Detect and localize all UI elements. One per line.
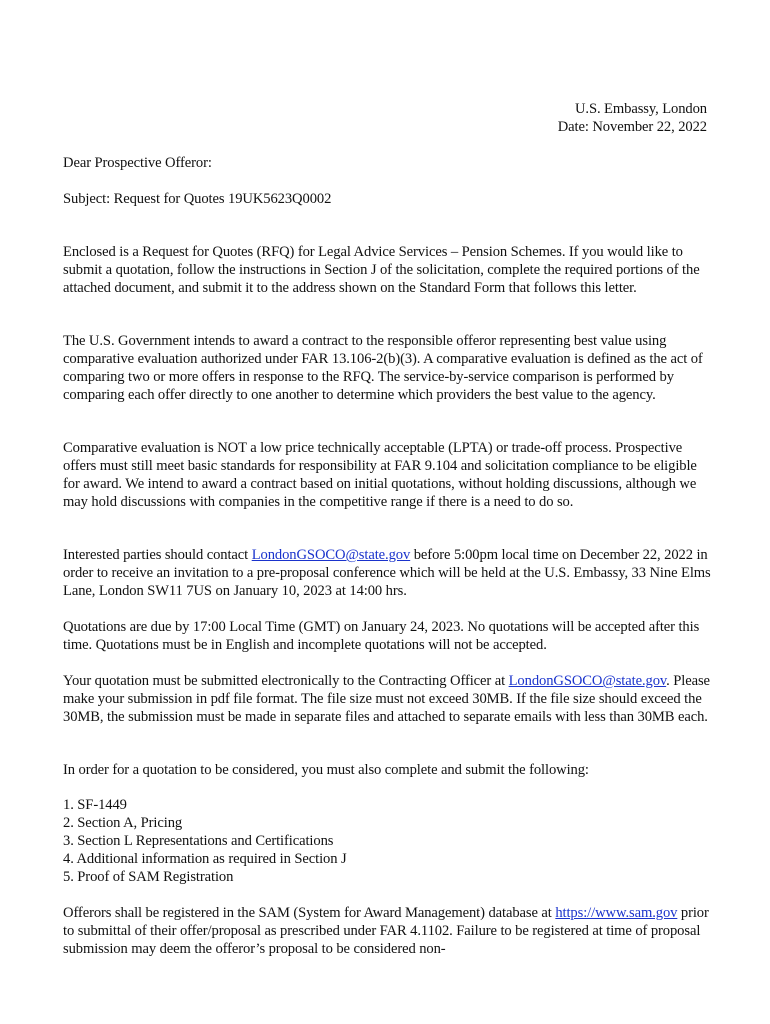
sam-website-link[interactable]: https://www.sam.gov — [555, 905, 678, 921]
salutation: Dear Prospective Offeror: — [63, 155, 212, 171]
paragraph-requirements: In order for a quotation to be considered, you must also complete and submit the following: — [63, 762, 589, 778]
contact-email-link[interactable]: LondonGSOCO@state.gov — [251, 547, 411, 563]
submission-text-before: Your quotation must be submitted electronically to the Contracting Officer at — [63, 673, 509, 689]
sam-text-after: prior to submittal of their offer/proposal as prescribed under FAR 4.1102. Failure to be registered at time of proposal submission may deem the offeror’s proposal to be considered non- — [63, 905, 709, 957]
submission-text-after: . Please make your submission in pdf file format. The file size must not exceed 30MB. If the file size should exceed the 30MB, the submission must be made in separate files and attached to separate emails with less than 30MB each. — [63, 673, 710, 725]
conference-text-before: Interested parties should contact — [63, 547, 252, 563]
paragraph-rfq-intro: Enclosed is a Request for Quotes (RFQ) for Legal Advice Services – Pension Schemes. If you would like to submit a quotation, follow the instructions in Section J of the solicitation, complete the required portions of the attached document, and submit it to the address shown on the Standard Form that follows this letter. — [63, 244, 700, 296]
paragraph-comparative: Comparative evaluation is NOT a low price technically acceptable (LPTA) or trade-off process. Prospective offers must still meet basic standards for responsibility at FAR 9.104 and solicitation compliance to be eligible for award. We intend to award a contract based on initial quotations, without holding discussions, although we may hold discussions with companies in the competitive range if there is a need to do so. — [63, 440, 697, 510]
letter-header — [558, 101, 707, 137]
subject-line: Subject: Request for Quotes 19UK5623Q0002 — [63, 191, 332, 207]
requirements-list — [63, 797, 711, 887]
letter-date: Date: November 22, 2022 — [557, 118, 707, 135]
list-item: 5. Proof of SAM Registration — [63, 868, 234, 885]
paragraph-evaluation: The U.S. Government intends to award a contract to the responsible offeror representing best value using comparative evaluation authorized under FAR 13.106-2(b)(3). A comparative evaluation is defined as the act of comparing two or more offers in response to the RFQ. The service-by-service comparison is performed by comparing each offer directly to one another to determine which providers the best value to the agency. — [63, 333, 703, 403]
sam-text-before: Offerors shall be registered in the SAM (System for Award Management) database at — [63, 905, 556, 921]
list-item: 4. Additional information as required in Section J — [63, 850, 347, 867]
list-item: 3. Section L Representations and Certifications — [63, 832, 334, 849]
sender-location: U.S. Embassy, London — [574, 101, 707, 117]
list-item: 1. SF-1449 — [63, 797, 127, 813]
paragraph-submission — [63, 673, 711, 727]
conference-text-after: before 5:00pm local time on December 22, 2022 in order to receive an invitation to a pre-proposal conference which will be held at the U.S. Embassy, 33 Nine Elms Lane, London SW11 7US on January 10, 2023 at 14:00 hrs. — [63, 547, 711, 599]
paragraph-sam-registration — [63, 905, 711, 959]
submission-email-link[interactable]: LondonGSOCO@state.gov — [508, 673, 667, 689]
paragraph-due-date: Quotations are due by 17:00 Local Time (GMT) on January 24, 2023. No quotations will be accepted after this time. Quotations must be in English and incomplete quotations will not be accepted. — [63, 619, 700, 653]
list-item: 2. Section A, Pricing — [63, 814, 183, 831]
paragraph-conference — [63, 547, 711, 601]
